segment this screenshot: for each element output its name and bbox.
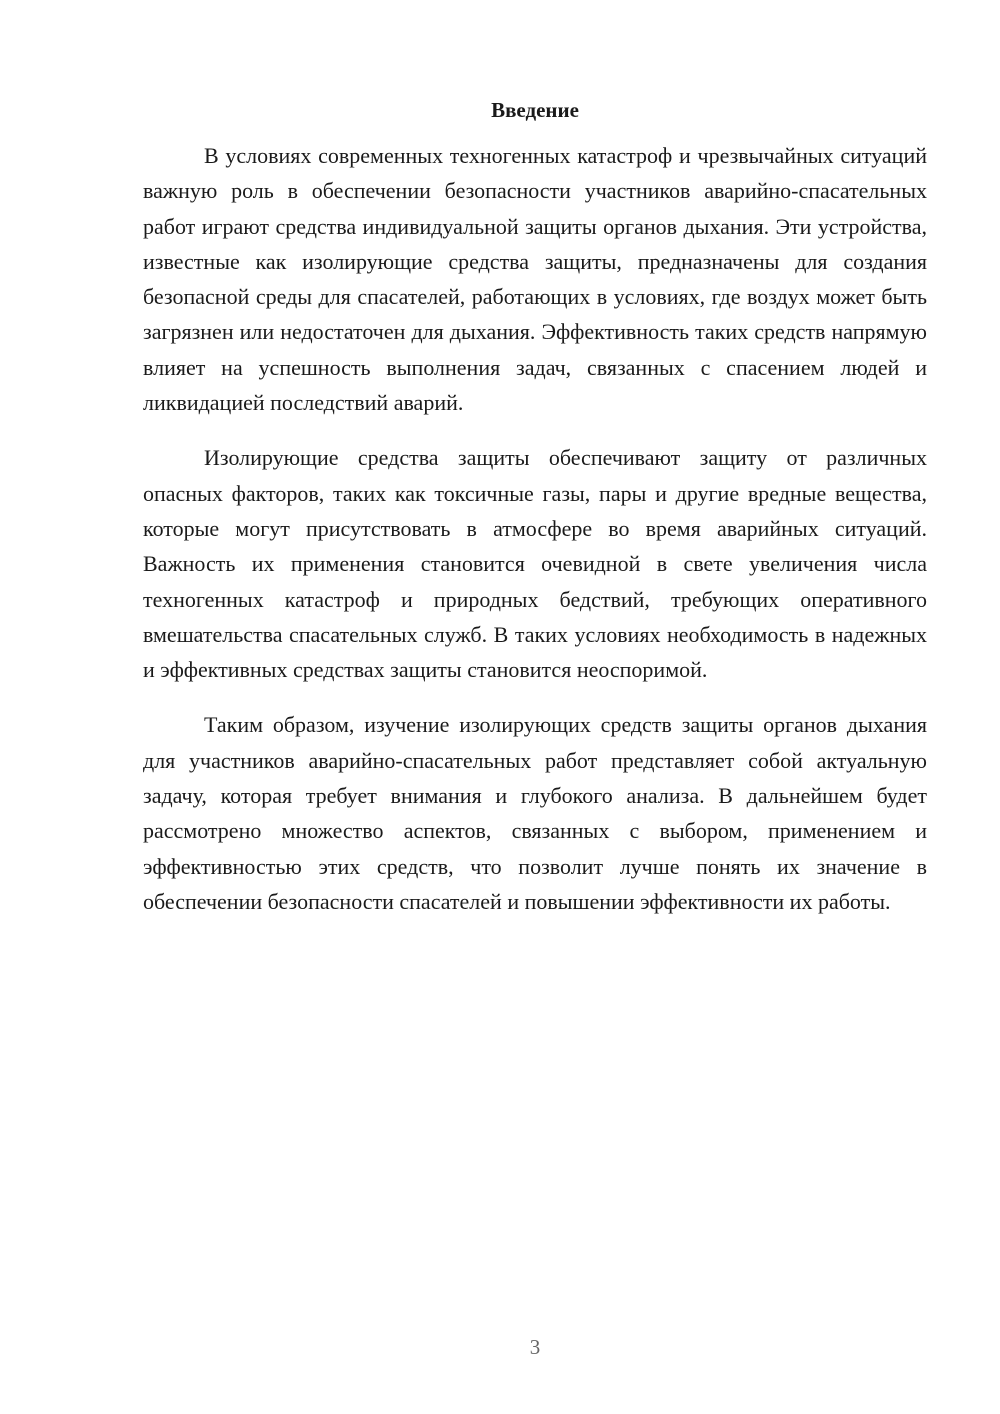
section-heading: Введение bbox=[491, 98, 579, 122]
page-number: 3 bbox=[529, 1335, 541, 1359]
paragraph-1: В условиях современных техногенных катастроф и чрезвычайных ситуаций важную роль в обеспечении безопасности участников аварийно-спасательных работ играют средства индивидуальной защиты органов дыхания. Эти устройства, известные как изолирующие средства защиты, предназначены для создания безопасной среды для спасателей, работающих в условиях, где воздух может быть загрязнен или недостаточен для дыхания. Эффективность таких средств напрямую влияет на успешность выполнения задач, связанных с спасением людей и ликвидацией последствий аварий. bbox=[143, 143, 927, 416]
page-content bbox=[143, 96, 927, 939]
paragraph-2: Изолирующие средства защиты обеспечивают защиту от различных опасных факторов, таких как токсичные газы, пары и другие вредные вещества, которые могут присутствовать в атмосфере во время аварийных ситуаций. Важность их применения становится очевидной в свете увеличения числа техногенных катастроф и природных бедствий, требующих оперативного вмешательства спасательных служб. В таких условиях необходимость в надежных и эффективных средствах защиты становится неоспоримой. bbox=[143, 445, 927, 683]
paragraph-3: Таким образом, изучение изолирующих средств защиты органов дыхания для участников аварийно-спасательных работ представляет собой актуальную задачу, которая требует внимания и глубокого анализа. В дальнейшем будет рассмотрено множество аспектов, связанных с выбором, применением и эффективностью этих средств, что позволит лучше понять их значение в обеспечении безопасности спасателей и повышении эффективности их работы. bbox=[143, 712, 927, 914]
